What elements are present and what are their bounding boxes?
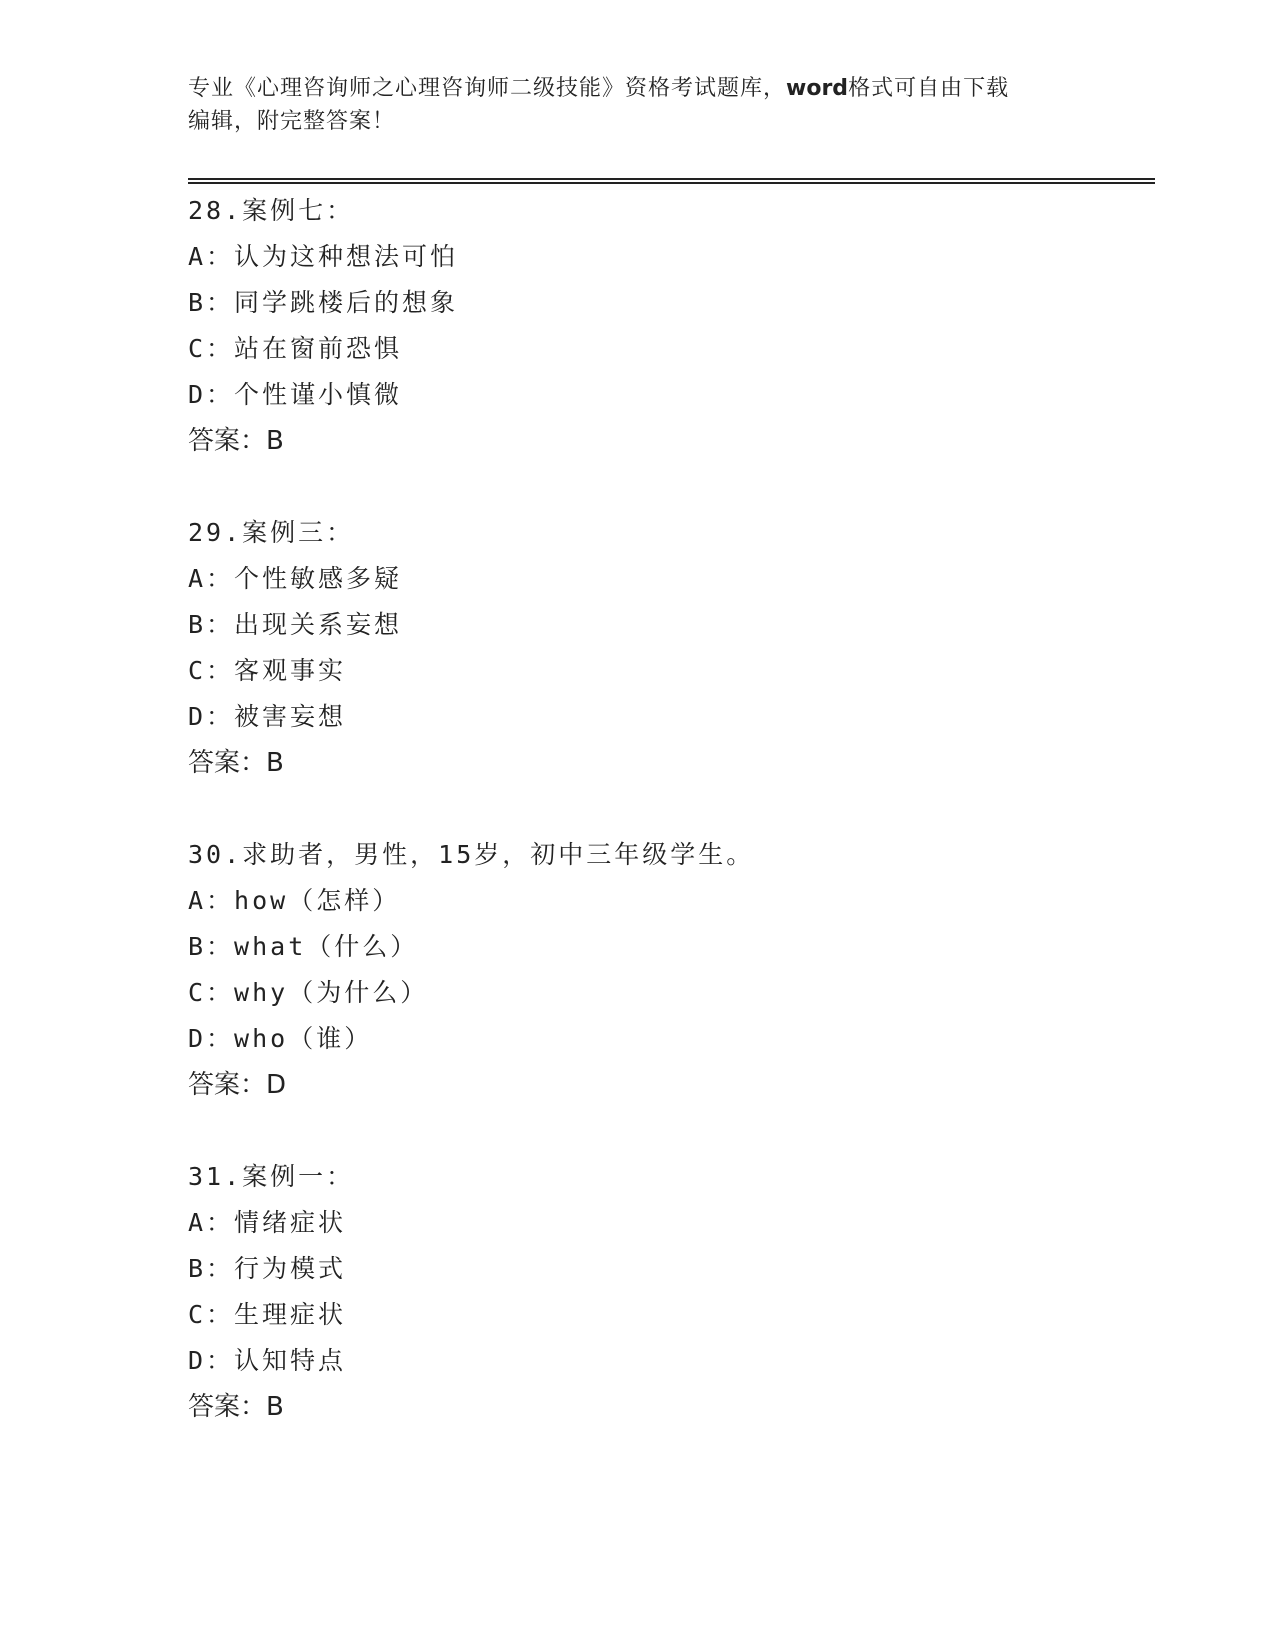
option-a: A：个性敏感多疑 <box>188 564 403 593</box>
question-stem: 31.案例一： <box>188 1162 355 1191</box>
header-line-2: 编辑，附完整答案！ <box>188 109 396 134</box>
option-a: A：how（怎样） <box>188 886 401 915</box>
header-text-part1: 专业《心理咨询师之心理咨询师二级技能》资格考试题库， <box>188 76 787 101</box>
option-d: D：个性谨小慎微 <box>188 380 403 409</box>
header-divider <box>188 178 1155 184</box>
option-b: B：出现关系妄想 <box>188 610 403 639</box>
question-29 <box>188 510 1148 786</box>
option-c: C：站在窗前恐惧 <box>188 334 403 363</box>
option-b: B：同学跳楼后的想象 <box>188 288 459 317</box>
option-c: C：客观事实 <box>188 656 347 685</box>
question-stem: 30.求助者，男性，15岁，初中三年级学生。 <box>188 840 755 869</box>
option-b: B：行为模式 <box>188 1254 347 1283</box>
option-d: D：who（谁） <box>188 1024 373 1053</box>
header-word-label: word <box>786 76 849 101</box>
option-c: C：生理症状 <box>188 1300 347 1329</box>
answer-label: 答案：D <box>188 1070 287 1100</box>
option-b: B：what（什么） <box>188 932 419 961</box>
header-text-part2: 格式可自由下载 <box>848 76 1010 101</box>
question-stem: 29.案例三： <box>188 518 355 547</box>
option-d: D：认知特点 <box>188 1346 347 1375</box>
answer-label: 答案：B <box>188 426 284 456</box>
question-list <box>188 188 1148 1476</box>
option-a: A：认为这种想法可怕 <box>188 242 459 271</box>
question-28 <box>188 188 1148 464</box>
answer-label: 答案：B <box>188 748 284 778</box>
question-31 <box>188 1154 1148 1430</box>
question-30 <box>188 832 1148 1108</box>
question-stem: 28.案例七： <box>188 196 355 225</box>
option-a: A：情绪症状 <box>188 1208 347 1237</box>
answer-label: 答案：B <box>188 1392 284 1422</box>
header-line-1 <box>188 72 1088 105</box>
option-c: C：why（为什么） <box>188 978 429 1007</box>
document-header <box>188 72 1088 138</box>
option-d: D：被害妄想 <box>188 702 347 731</box>
